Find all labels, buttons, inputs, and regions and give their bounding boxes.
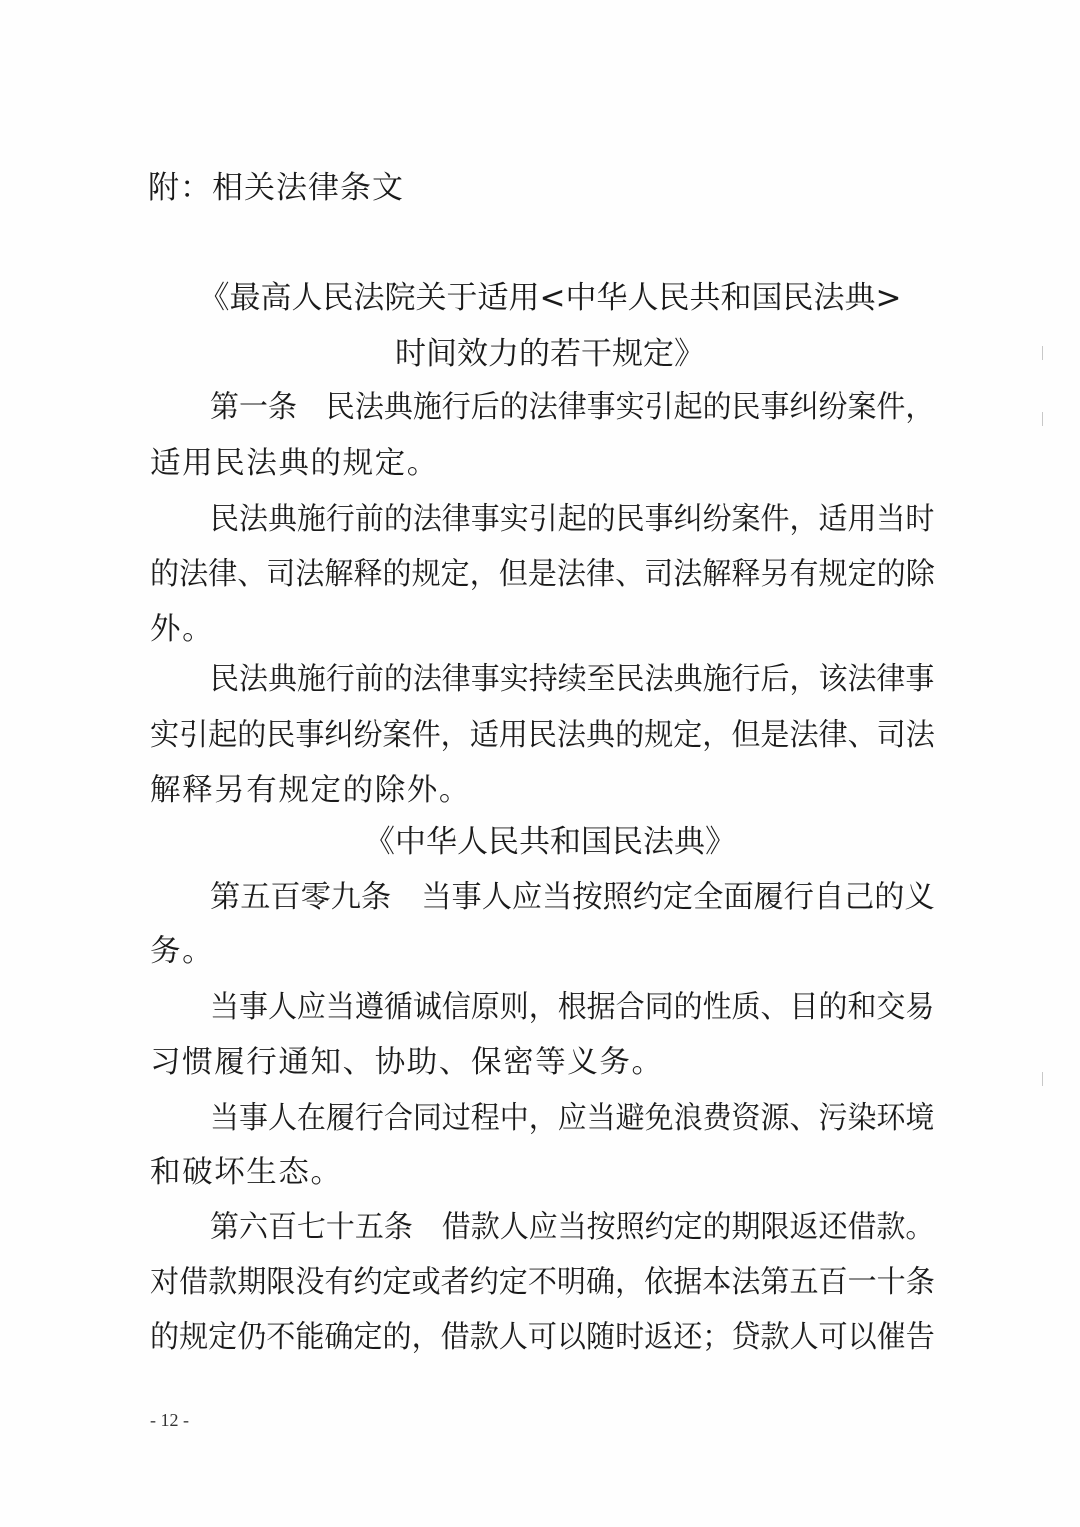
text-line: 当事人应当遵循诚信原则，根据合同的性质、目的和交易 (210, 990, 935, 1025)
text-line: 第五百零九条 当事人应当按照约定全面履行自己的义 (210, 880, 935, 915)
text-line: 解释另有规定的除外。 (150, 773, 471, 808)
text-line: 适用民法典的规定。 (150, 446, 439, 481)
text-line: 和破坏生态。 (150, 1155, 343, 1190)
page-number: - 12 - (150, 1410, 189, 1430)
scan-mark (1042, 412, 1043, 426)
text-line: 的规定仍不能确定的，借款人可以随时返还；贷款人可以催告 (150, 1320, 935, 1355)
text-line: 习惯履行通知、协助、保密等义务。 (150, 1045, 664, 1080)
text-line: 民法典施行前的法律事实引起的民事纠纷案件，适用当时 (210, 502, 935, 537)
attachment-title: 附：相关法律条文 (148, 170, 404, 206)
text-line: 外。 (150, 612, 215, 647)
text-line: 民法典施行前的法律事实持续至民法典施行后，该法律事 (210, 662, 935, 697)
section1-title-line1: 《最高人民法院关于适用<中华人民共和国民法典> (198, 280, 902, 316)
text-line: 当事人在履行合同过程中，应当避免浪费资源、污染环境 (210, 1101, 935, 1136)
scan-mark (1042, 1072, 1043, 1086)
text-line: 对借款期限没有约定或者约定不明确，依据本法第五百一十条 (150, 1265, 935, 1300)
text-line: 第六百七十五条 借款人应当按照约定的期限返还借款。 (210, 1210, 935, 1245)
text-line: 实引起的民事纠纷案件，适用民法典的规定，但是法律、司法 (150, 718, 935, 753)
scan-mark (1042, 346, 1043, 360)
section1-title-line2: 时间效力的若干规定》 (395, 336, 705, 372)
section2-title: 《中华人民共和国民法典》 (364, 824, 736, 860)
text-line: 的法律、司法解释的规定，但是法律、司法解释另有规定的除 (150, 557, 935, 592)
text-line: 第一条 民法典施行后的法律事实引起的民事纠纷案件， (210, 390, 935, 425)
text-line: 务。 (150, 934, 215, 969)
